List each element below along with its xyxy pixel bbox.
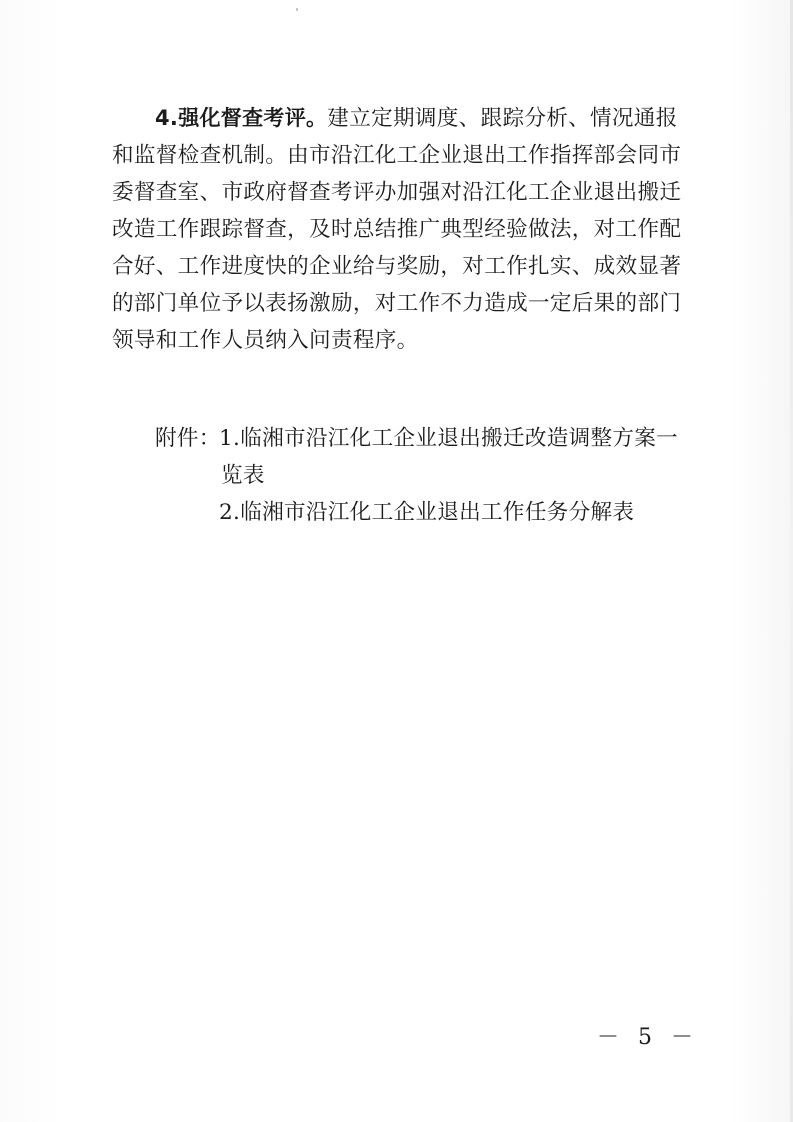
paragraph-line-7 — [112, 322, 692, 359]
line-text: 的部门单位予以表扬激励，对工作不力造成一定后果的部门 — [112, 291, 682, 316]
paragraph-line-6 — [112, 285, 692, 322]
line-text: 委督查室、市政府督查考评办加强对沿江化工企业退出搬迁 — [112, 180, 682, 205]
line-text: 改造工作跟踪督查，及时总结推广典型经验做法，对工作配 — [112, 217, 682, 242]
line-text: 和监督检查机制。由市沿江化工企业退出工作指挥部会同市 — [112, 143, 682, 168]
attachment-item-1-continued: 览表 — [221, 463, 265, 488]
paragraph-line-4 — [112, 211, 692, 248]
paragraph-line-3 — [112, 174, 692, 211]
page-number: － 5 － — [597, 1025, 699, 1050]
section-heading: 4.强化督查考评。 — [155, 106, 328, 130]
attachments-label: 附件： — [155, 426, 221, 451]
attachment-item-1: 1.临湘市沿江化工企业退出搬迁改造调整方案一 — [219, 426, 679, 451]
body-paragraph — [112, 100, 692, 359]
scan-speck — [296, 8, 298, 11]
line-text: 合好、工作进度快的企业给与奖励，对工作扎实、成效显著 — [112, 254, 682, 279]
paragraph-line-1 — [112, 100, 692, 137]
paragraph-line-5 — [112, 248, 692, 285]
line-text: 建立定期调度、跟踪分析、情况通报 — [327, 106, 678, 131]
line-text: 领导和工作人员纳入问责程序。 — [112, 328, 419, 353]
paragraph-line-2 — [112, 137, 692, 174]
attachment-item-2: 2.临湘市沿江化工企业退出工作任务分解表 — [219, 500, 635, 525]
